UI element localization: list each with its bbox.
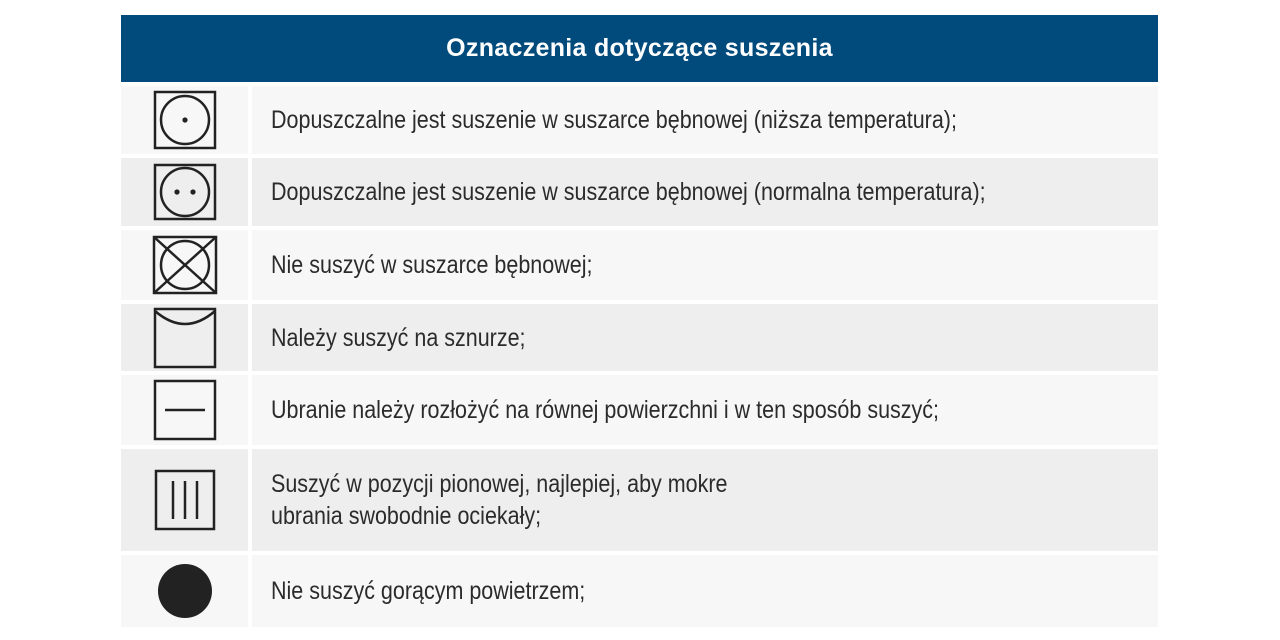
icon-cell — [121, 449, 248, 551]
row-description: Dopuszczalne jest suszenie w suszarce bębnowej (niższa temperatura); — [271, 106, 957, 134]
table-row — [121, 555, 1158, 627]
icon-cell — [121, 304, 248, 371]
table-row — [121, 230, 1158, 300]
tumble-dry-normal-icon — [153, 163, 217, 221]
no-heat-icon — [156, 562, 214, 620]
row-text-cell — [252, 555, 1158, 627]
row-text-cell — [252, 449, 1158, 551]
row-text-cell — [252, 158, 1158, 226]
table-title: Oznaczenia dotyczące suszenia — [446, 34, 833, 62]
do-not-tumble-dry-icon — [152, 235, 218, 295]
icon-cell — [121, 375, 248, 445]
drying-symbols-table — [121, 15, 1158, 627]
icon-cell — [121, 158, 248, 226]
icon-cell — [121, 230, 248, 300]
icon-cell — [121, 86, 248, 154]
row-description: Nie suszyć w suszarce bębnowej; — [271, 251, 593, 279]
row-text-cell — [252, 304, 1158, 371]
line-dry-icon — [153, 307, 217, 369]
row-text-cell — [252, 375, 1158, 445]
icon-cell — [121, 555, 248, 627]
table-row — [121, 449, 1158, 551]
row-text-cell — [252, 86, 1158, 154]
table-row — [121, 304, 1158, 371]
table-row — [121, 375, 1158, 445]
table-row — [121, 158, 1158, 226]
table-header — [121, 15, 1158, 82]
row-description: Ubranie należy rozłożyć na równej powierzchni i w ten sposób suszyć; — [271, 396, 940, 424]
row-text-cell — [252, 230, 1158, 300]
row-description: Należy suszyć na sznurze; — [271, 323, 526, 352]
drip-dry-icon — [154, 469, 216, 531]
row-description: Suszyć w pozycji pionowej, najlepiej, aby mokre ubrania swobodnie ociekały; — [271, 470, 728, 530]
table-row — [121, 86, 1158, 154]
tumble-dry-low-icon — [153, 90, 217, 150]
row-description: Dopuszczalne jest suszenie w suszarce bębnowej (normalna temperatura); — [271, 178, 986, 206]
dry-flat-icon — [153, 379, 217, 441]
row-description: Nie suszyć gorącym powietrzem; — [271, 577, 586, 605]
